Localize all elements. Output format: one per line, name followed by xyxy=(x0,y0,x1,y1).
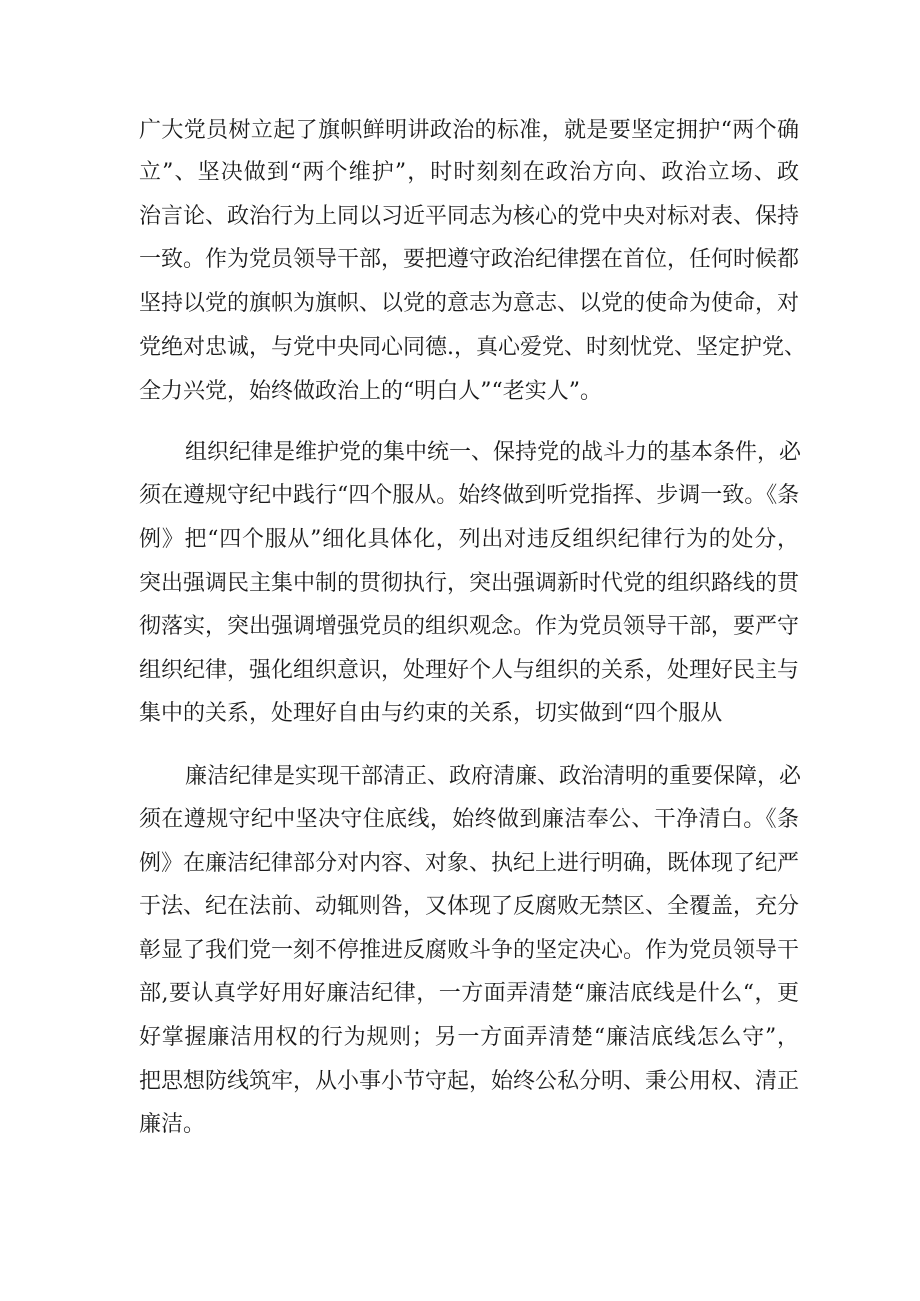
paragraph-line: 广大党员树立起了旗帜鲜明讲政治的标准，就是要坚定拥护“两个确 xyxy=(139,118,799,143)
paragraph-line: 组织纪律是维护党的集中统一、保持党的战斗力的基本条件，必 xyxy=(185,440,802,465)
paragraph-line: 治言论、政治行为上同以习近平同志为核心的党中央对标对表、保持 xyxy=(139,204,800,229)
paragraph-line: 党绝对忠诚，与党中央同心同德.，真心爱党、时刻忧党、坚定护党、 xyxy=(139,335,806,360)
paragraph-line: 全力兴党，始终做政治上的“明白人”“老实人”。 xyxy=(139,379,602,404)
paragraph-line: 于法、纪在法前、动辄则咎，又体现了反腐败无禁区、全覆盖，充分 xyxy=(139,894,800,919)
paragraph-line: 好掌握廉洁用权的行为规则；另一方面弄清楚“廉洁底线怎么守”， xyxy=(139,1025,799,1050)
paragraph-line: 一致。作为党员领导干部，要把遵守政治纪律摆在首位，任何时候都 xyxy=(139,247,800,272)
paragraph-line: 彰显了我们党一刻不停推进反腐败斗争的坚定决心。作为党员领导干 xyxy=(139,938,800,963)
paragraph-line: 须在遵规守纪中坚决守住底线，始终做到廉洁奉公、干净清白。《条 xyxy=(139,807,799,832)
paragraph-line: 例》把“四个服从”细化具体化，列出对违反组织纪律行为的处分， xyxy=(139,527,799,552)
paragraph-line: 廉洁纪律是实现干部清正、政府清廉、政治清明的重要保障，必 xyxy=(185,764,802,789)
paragraph-line: 把思想防线筑牢，从小事小节守起，始终公私分明、秉公用权、清正 xyxy=(139,1069,800,1094)
paragraph-line: 例》在廉洁纪律部分对内容、对象、执纪上进行明确，既体现了纪严 xyxy=(139,851,800,876)
paragraph-line: 廉洁。 xyxy=(139,1112,206,1137)
paragraph-line: 立”、坚决做到“两个维护”，时时刻刻在政治方向、政治立场、政 xyxy=(139,160,799,185)
paragraph-line: 部,要认真学好用好廉洁纪律，一方面弄清楚“廉洁底线是什么“，更 xyxy=(139,981,799,1006)
paragraph-line: 坚持以党的旗帜为旗帜、以党的意志为意志、以党的使命为使命，对 xyxy=(139,291,800,316)
paragraph-line: 彻落实，突出强调增强党员的组织观念。作为党员领导干部，要严守 xyxy=(139,614,800,639)
paragraph-line: 须在遵规守纪中践行“四个服从。始终做到听党指挥、步调一致。《条 xyxy=(139,483,800,508)
paragraph-line: 集中的关系，处理好自由与约束的关系，切实做到“四个服从 xyxy=(139,701,723,726)
paragraph-line: 组织纪律，强化组织意识，处理好个人与组织的关系，处理好民主与 xyxy=(139,658,800,683)
paragraph-line: 突出强调民主集中制的贯彻执行，突出强调新时代党的组织路线的贯 xyxy=(139,571,800,596)
